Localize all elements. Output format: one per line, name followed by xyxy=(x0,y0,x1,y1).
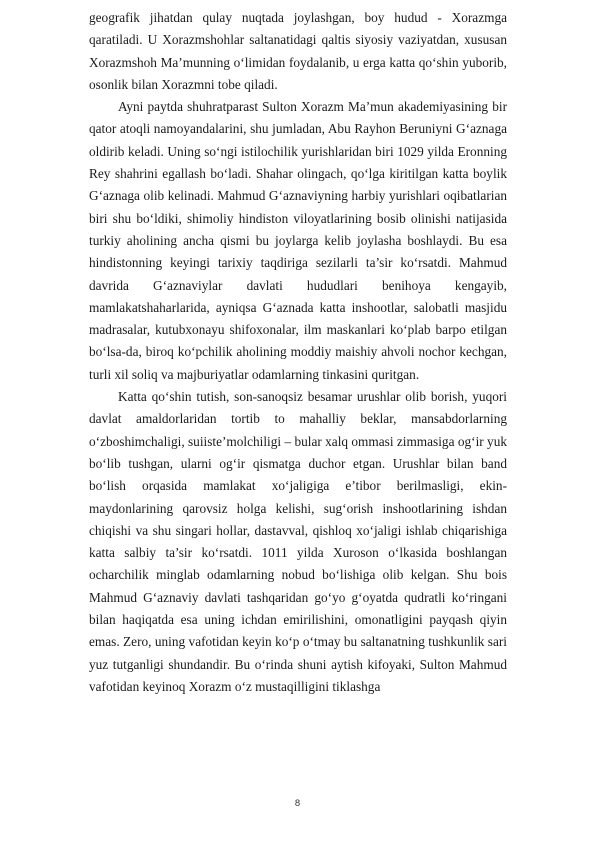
paragraph: Katta qo‘shin tutish, son-sanoqsiz besamar urushlar olib borish, yuqori davlat amaldorlaridan tortib to mahalliy beklar, mansabdorlarning o‘zboshimchaligi, suiiste’molchiligi – bular xalq ommasi zimmasiga og‘ir yuk bo‘lib tushgan, ularni og‘ir qismatga duchor etgan. Urushlar bilan band bo‘lish orqasida mamlakat xo‘jaligiga e’tibor berilmasligi, ekin- maydonlarining qarovsiz holga kelishi, sug‘orish inshootlarining ishdan chiqishi va shu singari hollar, dastavval, qishloq xo‘jaligi ishlab chiqarishiga katta salbiy ta’sir ko‘rsatdi. 1011 yilda Xuroson o‘lkasida boshlangan ocharchilik minglab odamlarning nobud bo‘lishiga olib kelgan. Shu bois Mahmud G‘aznaviy davlati tashqaridan go‘yo g‘oyatda qudratli ko‘ringani bilan haqiqatda esa uning ichdan emirilishini, omonatligini payqash qiyin emas. Zero, uning vafotidan keyin ko‘p o‘tmay bu saltanatning tushkunlik sari yuz tutganligi shundandir. Bu o‘rinda shuni aytish kifoyaki, Sulton Mahmud vafotidan keyinoq Xorazm o‘z mustaqilligini tiklashga xyxy=(89,389,507,694)
paragraph: Ayni paytda shuhratparast Sulton Xorazm Ma’mun akademiyasining bir qator atoqli namoyandalarini, shu jumladan, Abu Rayhon Beruniyni G‘aznaga oldirib keladi. Uning so‘ngi istilochilik yurishlaridan biri 1029 yilda Eronning Rey shahrini egallash bo‘ladi. Shahar olingach, qo‘lga kiritilgan katta boylik G‘aznaga olib kelinadi. Mahmud G‘aznaviyning harbiy yurishlari oqibatlarian biri shu bo‘ldiki, shimoliy hindiston viloyatlarining bosib olinishi natijasida turkiy aholining ancha qismi bu joylarga kelib joylasha boshlaydi. Bu esa hindistonning keyingi tarixiy taqdiriga sezilarli ta’sir ko‘rsatdi. Mahmud davrida G‘aznaviylar davlati hududlari benihoya kengayib, mamlakatshaharlarida, ayniqsa G‘aznada katta inshootlar, salobatli masjidu madrasalar, kutubxonayu shifoxonalar, ilm maskanlari ko‘plab barpo etilgan bo‘lsa-da, biroq ko‘pchilik aholining moddiy maishiy ahvoli nochor kechgan, turli xil soliq va majburiyatlar odamlarning tinkasini quritgan. xyxy=(89,99,507,382)
page-number: 8 xyxy=(294,798,301,809)
paragraph-continuation: geografik jihatdan qulay nuqtada joylashgan, boy hudud - Xorazmga qaratiladi. U Xorazmshohlar saltanatidagi qaltis siyosiy vaziyatdan, xususan Xorazmshoh Ma’munning o‘limidan foydalanib, u erga katta qo‘shin yuborib, osonlik bilan Xorazmni tobe qiladi. xyxy=(89,10,507,92)
body-text xyxy=(89,7,507,698)
